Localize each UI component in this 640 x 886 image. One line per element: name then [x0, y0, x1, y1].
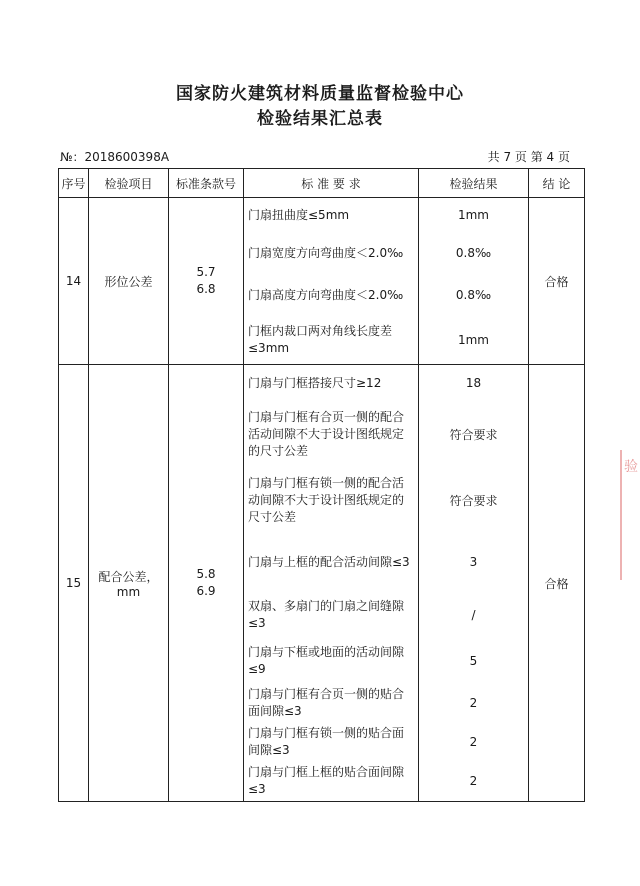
- requirement-text: 双扇、多扇门的门扇之间缝隙≤3: [248, 599, 405, 630]
- table-row: [59, 198, 585, 365]
- results-table: [58, 168, 585, 802]
- result-value: 3: [469, 555, 478, 569]
- col-header-no: 序号: [59, 169, 89, 198]
- section-clause: [169, 198, 244, 365]
- requirement-text: 门扇扭曲度≤5mm: [248, 207, 350, 222]
- requirement-text: 门扇高度方向弯曲度＜2.0‰: [248, 287, 404, 302]
- result-value: 1mm: [457, 333, 489, 347]
- page-indicator: 共 7 页 第 4 页: [487, 150, 570, 164]
- result-value: 符合要求: [449, 493, 498, 508]
- result-value: 符合要求: [449, 427, 498, 442]
- report-title: 国家防火建筑材料质量监督检验中心: [176, 84, 464, 104]
- requirement-text: 门扇与门框上框的贴合面间隙≤3: [248, 765, 405, 796]
- section-number: 14: [59, 198, 89, 365]
- document-number: №：2018600398A: [60, 150, 170, 164]
- requirements-cell: [244, 365, 419, 802]
- requirement-text: 门扇与门框搭接尺寸≥12: [248, 375, 382, 390]
- clause-line: 6.9: [196, 584, 216, 598]
- requirements-cell: [244, 198, 419, 365]
- section-conclusion: 合格: [529, 198, 585, 365]
- clause-line: 5.8: [196, 567, 216, 581]
- section-number: 15: [59, 365, 89, 802]
- result-value: 18: [465, 376, 482, 390]
- result-value: 0.8‰: [455, 288, 492, 302]
- col-header-conclusion: 结 论: [529, 169, 585, 198]
- clause-line: 5.7: [196, 265, 216, 279]
- requirement-text: 门扇与下框或地面的活动间隙≤9: [248, 645, 405, 676]
- requirement-text: 门扇与门框有合页一侧的贴合面间隙≤3: [248, 687, 405, 718]
- requirement-text: 门扇与门框有锁一侧的配合活动间隙不大于设计图纸规定的尺寸公差: [248, 475, 405, 524]
- clause-line: 6.8: [196, 282, 216, 296]
- results-cell: [419, 198, 529, 365]
- table-header-row: [59, 169, 585, 198]
- seal-text: 验: [624, 459, 638, 475]
- col-header-requirement: 标 准 要 求: [244, 169, 419, 198]
- result-value: 1mm: [457, 208, 489, 222]
- section-clause: [169, 365, 244, 802]
- result-value: 0.8‰: [455, 246, 492, 260]
- table-row: [59, 365, 585, 802]
- requirement-text: 门扇与门框有锁一侧的贴合面间隙≤3: [248, 726, 405, 757]
- requirement-text: 门扇宽度方向弯曲度＜2.0‰: [248, 245, 404, 260]
- result-value: 2: [469, 735, 478, 749]
- result-value: 5: [469, 654, 478, 668]
- result-value: 2: [469, 774, 478, 788]
- col-header-item: 检验项目: [89, 169, 169, 198]
- requirement-text: 门扇与上框的配合活动间隙≤3: [248, 554, 410, 569]
- seal-stamp: [620, 450, 640, 580]
- col-header-result: 检验结果: [419, 169, 529, 198]
- section-item: 配合公差，mm: [89, 365, 169, 802]
- report-subtitle: 检验结果汇总表: [257, 109, 383, 129]
- requirement-text: 门扇与门框有合页一侧的配合活动间隙不大于设计图纸规定的尺寸公差: [248, 409, 405, 458]
- requirement-text: 门框内裁口两对角线长度差≤3mm: [248, 324, 393, 355]
- result-value: 2: [469, 696, 478, 710]
- col-header-clause: 标准条款号: [169, 169, 244, 198]
- result-value: /: [471, 608, 476, 622]
- results-cell: [419, 365, 529, 802]
- section-conclusion: 合格: [529, 365, 585, 802]
- section-item: 形位公差: [89, 198, 169, 365]
